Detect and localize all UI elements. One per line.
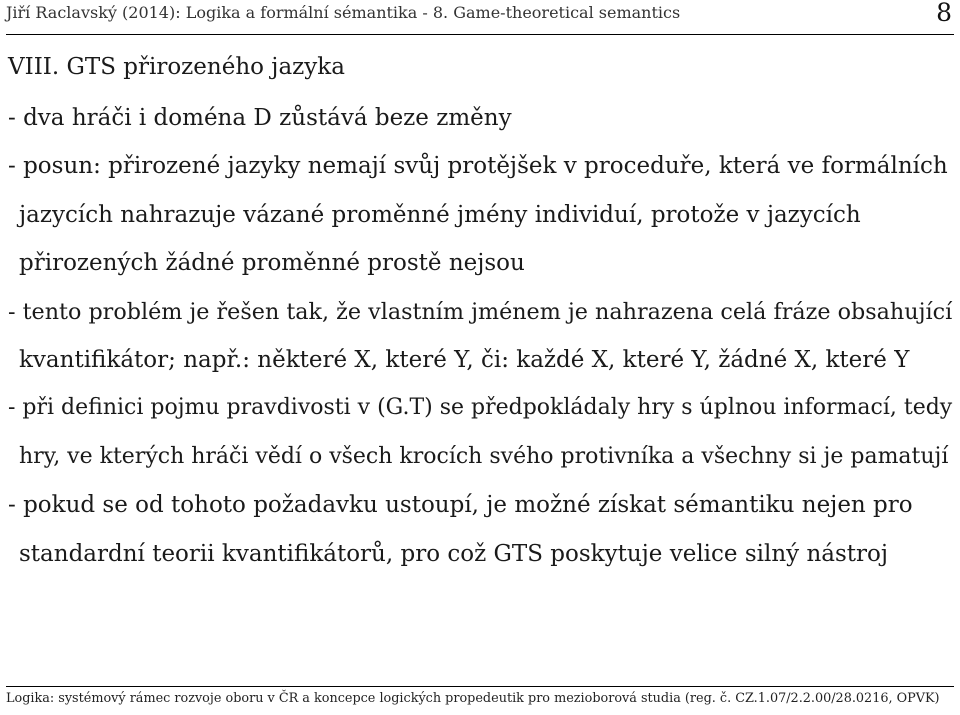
- slide-heading: VIII. GTS přirozeného jazyka: [8, 54, 345, 80]
- bullet-line: - dva hráči i doména D zůstává beze změny: [8, 105, 512, 131]
- bullet-line: - posun: přirozené jazyky nemají svůj protějšek v proceduře, která ve formálních: [8, 153, 948, 180]
- header-title: Jiří Raclavský (2014): Logika a formální sémantika - 8. Game-theoretical semantics: [6, 3, 681, 22]
- page-number: 8: [936, 0, 952, 27]
- bullet-line: - pokud se od tohoto požadavku ustoupí, je možné získat sémantiku nejen pro: [8, 492, 913, 519]
- slide-header: [6, 0, 954, 35]
- continuation-line: hry, ve kterých hráči vědí o všech krocích svého protivníka a všechny si je pamatují: [19, 443, 949, 469]
- continuation-line: kvantifikátor; např.: některé X, které Y, či: každé X, které Y, žádné X, které Y: [19, 346, 910, 373]
- slide-footer: [6, 686, 954, 706]
- continuation-line: jazycích nahrazuje vázané proměnné jmény individuí, protože v jazycích: [19, 201, 861, 228]
- slide-content: [8, 46, 953, 578]
- footer-text: Logika: systémový rámec rozvoje oboru v ČR a koncepce logických propedeutik pro mezioborová studia (reg. č. CZ.1.07/2.2.00/28.0216, OPVK): [6, 691, 940, 706]
- continuation-line: standardní teorii kvantifikátorů, pro což GTS poskytuje velice silný nástroj: [19, 540, 889, 567]
- bullet-line: - tento problém je řešen tak, že vlastním jménem je nahrazena celá fráze obsahující: [8, 298, 953, 325]
- bullet-line: - při definici pojmu pravdivosti v (G.T) se předpokládaly hry s úplnou informací, tedy: [8, 395, 953, 421]
- continuation-line: přirozených žádné proměnné prostě nejsou: [19, 250, 525, 277]
